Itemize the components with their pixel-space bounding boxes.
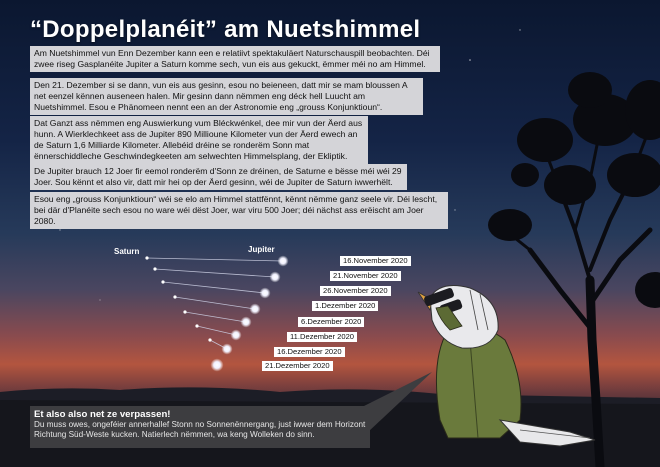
date-label: 6.Dezember 2020 [298,317,364,327]
callout-heading: Et also also net ze verpassen! [34,409,171,420]
saturn-label: Saturn [114,247,140,256]
conjunction-paragraph: Den 21. Dezember si se dann, vun eis aus gesinn, esou no beieneen, datt mir se mam bloussen A net eenzel kënnen auseneen halen. Mir gesinn dann nëmmen eng déck hell Luucht am Nuetshimmel. Esou e Phänomeen nennt een an der Astronomie eng „grouss Konjunktioun“. [30,78,423,115]
distance-paragraph: Dat Ganzt ass nëmmen eng Auswierkung vum Bléckwénkel, dee mir vun der Äerd aus hunn. A Wierklechkeet ass de Jupiter 890 Millioune Kilometer vun der Äerd ewech an de Saturn 1,6 Milliarde Kilometer. Allebéid dréine se ronderëm Sonn mat ënnerschiddleche Geschwindegkeeten am selwechten Himmelsplang, der Ekliptik. [30,116,368,164]
rarity-paragraph: Esou eng „grouss Konjunktioun“ wéi se elo am Himmel stattfënnt, kënnt nëmme ganz seele vir. Déi lescht, bei där d'Planéite sech esou no ware wéi dëst Joer, war viru 500 Joer; déi nächst ass erëischt am Joer 2080. [30,192,448,229]
date-label: 1.Dezember 2020 [312,301,378,311]
date-label: 21.November 2020 [330,271,401,281]
page-title: “Doppelplanéit” am Nuetshimmel [30,16,421,43]
callout-body: Du muss owes, ongeféier annerhallef Stonn no Sonnenënnergang, just iwwer dem Horizont Richtung Süd-Weste kucken. Natierlech nëmmen, wa keng Wolleken do sinn. [34,420,366,439]
date-label: 11.Dezember 2020 [287,332,357,342]
intro-paragraph: Am Nuetshimmel vun Enn Dezember kann een e relatiivt spektakuläert Naturschauspill beobachten. Déi zwee riseg Gasplanéite Jupiter a Saturn komme sech, vun eis aus gekuckt, ëmmer méi no am Himmel. [30,46,440,72]
date-label: 26.November 2020 [320,286,391,296]
date-label: 21.Dezember 2020 [262,361,333,371]
jupiter-label: Jupiter [248,245,275,254]
orbit-paragraph: De Jupiter brauch 12 Joer fir eemol ronderëm d'Sonn ze dréinen, de Saturne e bësse méi wéi 29 Joer. Sou kënnt et also vir, datt mir hei op der Äerd gesinn, wéi de Jupiter de Saturn iwwerhëlt. [30,164,407,190]
date-label: 16.Dezember 2020 [274,347,345,357]
date-label: 16.November 2020 [340,256,411,266]
